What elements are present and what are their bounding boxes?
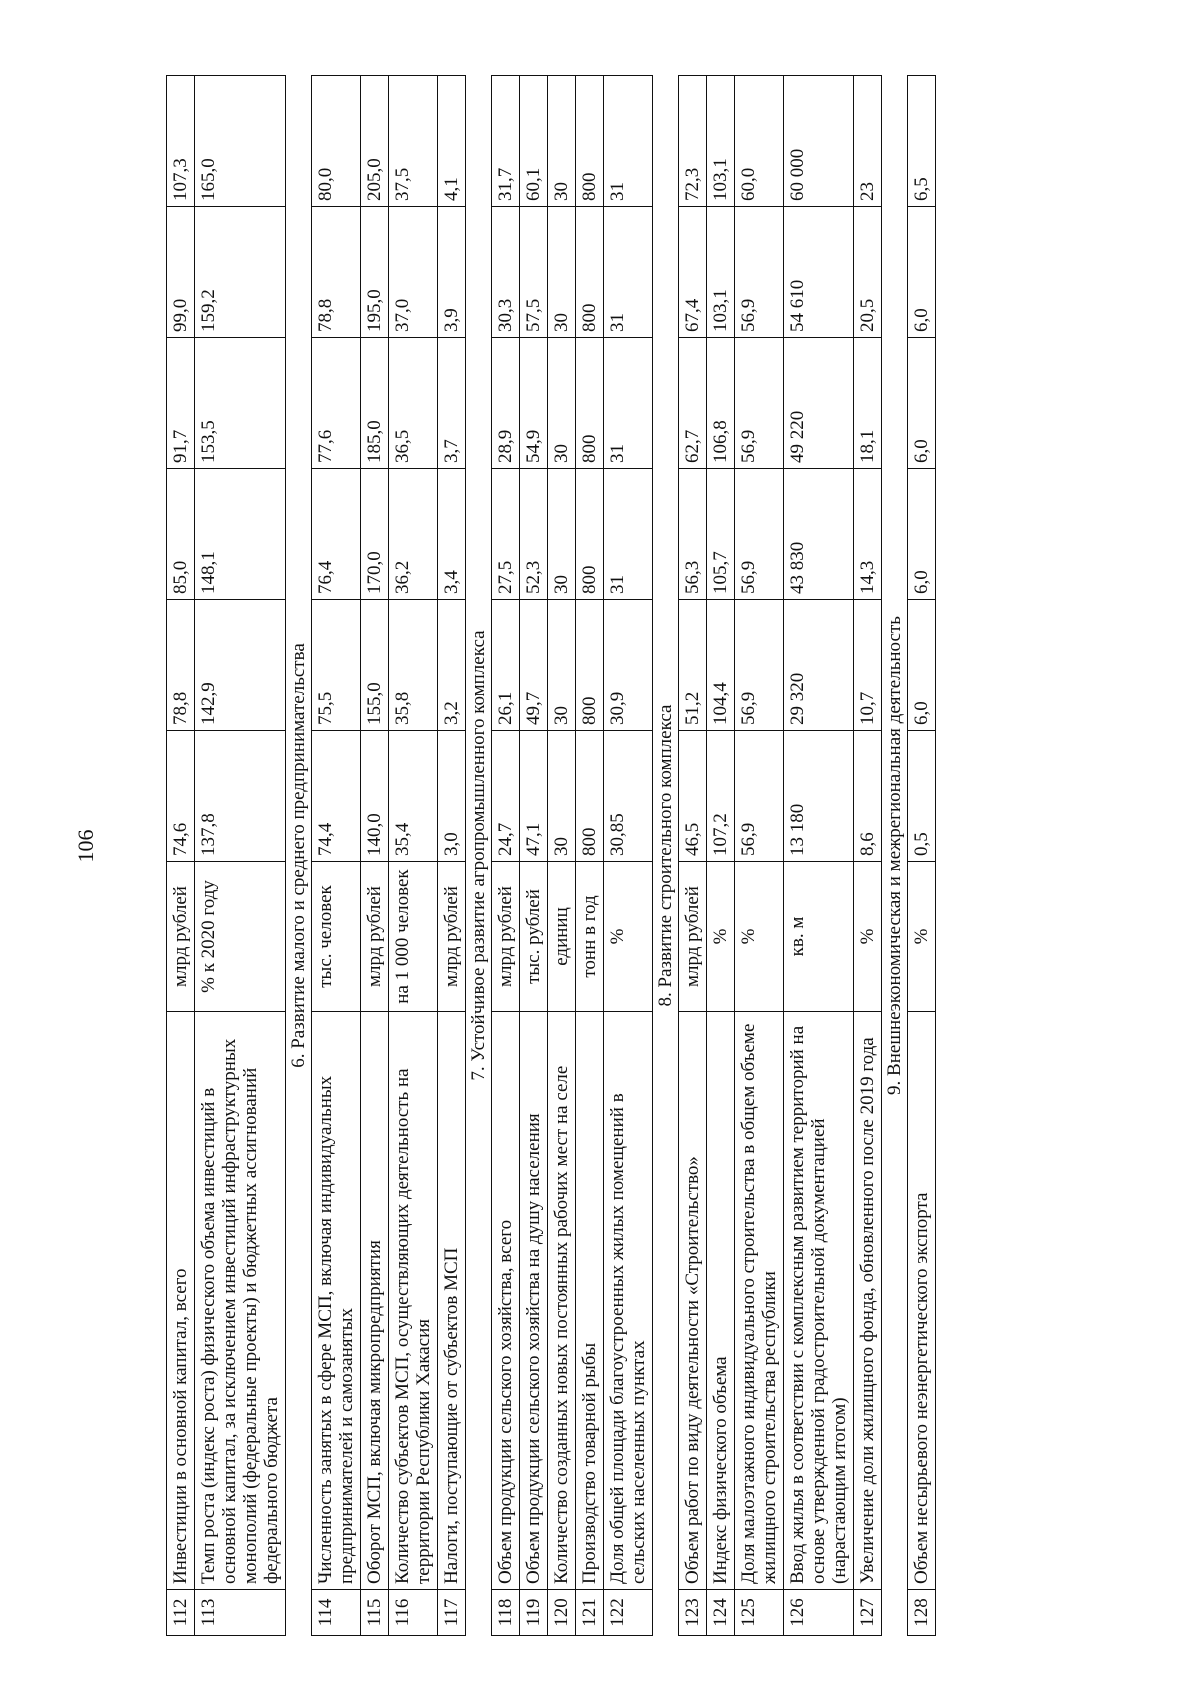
table-row	[679, 76, 707, 1636]
indicator-value: 10,7	[854, 600, 882, 731]
indicator-name: Численность занятых в сфере МСП, включая индивидуальных предпринимателей и самозанятых	[312, 1012, 361, 1590]
indicator-value: 56,9	[735, 207, 784, 338]
section-header-row	[286, 76, 312, 1636]
indicator-value: 3,2	[438, 600, 466, 731]
indicator-name: Количество созданных новых постоянных рабочих мест на селе	[548, 1012, 576, 1590]
indicator-value: 27,5	[492, 469, 520, 600]
unit-of-measure: %	[908, 862, 936, 1012]
indicator-value: 37,0	[389, 207, 438, 338]
row-number: 124	[707, 1590, 735, 1636]
indicator-value: 205,0	[361, 76, 389, 207]
indicator-value: 3,9	[438, 207, 466, 338]
indicator-value: 30,9	[604, 600, 653, 731]
table-row	[707, 76, 735, 1636]
indicator-value: 28,9	[492, 338, 520, 469]
table-row	[908, 76, 936, 1636]
row-number: 122	[604, 1590, 653, 1636]
unit-of-measure: млрд рублей	[492, 862, 520, 1012]
table-row	[361, 76, 389, 1636]
unit-of-measure: млрд рублей	[361, 862, 389, 1012]
indicator-value: 159,2	[195, 207, 286, 338]
indicator-name: Объем продукции сельского хозяйства, всего	[492, 1012, 520, 1590]
indicator-value: 13 180	[784, 731, 854, 862]
indicator-value: 47,1	[520, 731, 548, 862]
unit-of-measure: % к 2020 году	[195, 862, 286, 1012]
indicator-value: 74,4	[312, 731, 361, 862]
indicator-value: 30	[548, 207, 576, 338]
table-row	[167, 76, 195, 1636]
table-row	[735, 76, 784, 1636]
indicator-value: 105,7	[707, 469, 735, 600]
indicator-name: Количество субъектов МСП, осуществляющих деятельность на территории Республики Хакасия	[389, 1012, 438, 1590]
unit-of-measure: кв. м	[784, 862, 854, 1012]
indicators-table	[166, 75, 936, 1636]
row-number: 115	[361, 1590, 389, 1636]
indicator-value: 3,0	[438, 731, 466, 862]
indicator-value: 14,3	[854, 469, 882, 600]
indicator-value: 185,0	[361, 338, 389, 469]
section-title: 7. Устойчивое развитие агропромышленного комплекса	[466, 76, 492, 1636]
row-number: 126	[784, 1590, 854, 1636]
rotated-table-container	[166, 76, 1086, 1636]
indicator-value: 78,8	[167, 600, 195, 731]
indicator-value: 26,1	[492, 600, 520, 731]
indicator-value: 77,6	[312, 338, 361, 469]
indicator-value: 91,7	[167, 338, 195, 469]
indicator-value: 104,4	[707, 600, 735, 731]
indicator-value: 46,5	[679, 731, 707, 862]
indicator-name: Ввод жилья в соответствии с комплексным развитием территорий на основе утвержденной градостроительной документацией (нарастающим итогом)	[784, 1012, 854, 1590]
row-number: 114	[312, 1590, 361, 1636]
indicator-value: 0,5	[908, 731, 936, 862]
unit-of-measure: единиц	[548, 862, 576, 1012]
indicator-value: 99,0	[167, 207, 195, 338]
indicator-value: 76,4	[312, 469, 361, 600]
indicator-value: 20,5	[854, 207, 882, 338]
indicator-value: 6,0	[908, 338, 936, 469]
indicator-value: 165,0	[195, 76, 286, 207]
indicator-value: 18,1	[854, 338, 882, 469]
indicator-value: 56,9	[735, 731, 784, 862]
table-row	[195, 76, 286, 1636]
row-number: 125	[735, 1590, 784, 1636]
indicator-value: 195,0	[361, 207, 389, 338]
indicator-name: Инвестиции в основной капитал, всего	[167, 1012, 195, 1590]
row-number: 123	[679, 1590, 707, 1636]
indicator-value: 36,2	[389, 469, 438, 600]
indicator-value: 30	[548, 338, 576, 469]
section-header-row	[882, 76, 908, 1636]
indicator-value: 137,8	[195, 731, 286, 862]
row-number: 128	[908, 1590, 936, 1636]
table-row	[492, 76, 520, 1636]
indicator-value: 74,6	[167, 731, 195, 862]
indicator-value: 106,8	[707, 338, 735, 469]
table-row	[604, 76, 653, 1636]
indicator-value: 103,1	[707, 207, 735, 338]
indicator-value: 107,3	[167, 76, 195, 207]
unit-of-measure: %	[854, 862, 882, 1012]
indicator-value: 6,0	[908, 600, 936, 731]
indicator-value: 72,3	[679, 76, 707, 207]
table-row	[389, 76, 438, 1636]
indicator-value: 85,0	[167, 469, 195, 600]
table-row	[784, 76, 854, 1636]
indicator-value: 153,5	[195, 338, 286, 469]
indicator-value: 57,5	[520, 207, 548, 338]
indicator-value: 31	[604, 469, 653, 600]
unit-of-measure: %	[735, 862, 784, 1012]
indicator-value: 6,5	[908, 76, 936, 207]
indicator-value: 78,8	[312, 207, 361, 338]
indicator-value: 54,9	[520, 338, 548, 469]
indicator-value: 31	[604, 76, 653, 207]
section-title: 9. Внешнеэкономическая и межрегиональная деятельность	[882, 76, 908, 1636]
indicator-value: 800	[576, 469, 604, 600]
indicator-value: 67,4	[679, 207, 707, 338]
unit-of-measure: тыс. рублей	[520, 862, 548, 1012]
indicator-value: 51,2	[679, 600, 707, 731]
table-row	[854, 76, 882, 1636]
row-number: 120	[548, 1590, 576, 1636]
indicator-value: 142,9	[195, 600, 286, 731]
indicator-value: 49,7	[520, 600, 548, 731]
indicator-name: Увеличение доли жилищного фонда, обновленного после 2019 года	[854, 1012, 882, 1590]
indicator-value: 31	[604, 207, 653, 338]
indicator-value: 29 320	[784, 600, 854, 731]
indicator-value: 35,8	[389, 600, 438, 731]
indicator-value: 155,0	[361, 600, 389, 731]
indicator-value: 56,9	[735, 469, 784, 600]
row-number: 113	[195, 1590, 286, 1636]
indicator-value: 6,0	[908, 469, 936, 600]
indicator-value: 800	[576, 731, 604, 862]
indicator-value: 23	[854, 76, 882, 207]
section-title: 6. Развитие малого и среднего предпринимательства	[286, 76, 312, 1636]
indicator-value: 30	[548, 600, 576, 731]
indicator-name: Налоги, поступающие от субъектов МСП	[438, 1012, 466, 1590]
indicator-value: 60,0	[735, 76, 784, 207]
table-row	[548, 76, 576, 1636]
indicator-value: 56,9	[735, 600, 784, 731]
section-title: 8. Развитие строительного комплекса	[653, 76, 679, 1636]
indicator-value: 30	[548, 76, 576, 207]
indicator-value: 43 830	[784, 469, 854, 600]
indicator-value: 6,0	[908, 207, 936, 338]
indicator-value: 3,7	[438, 338, 466, 469]
indicator-value: 60 000	[784, 76, 854, 207]
indicator-value: 170,0	[361, 469, 389, 600]
indicator-value: 30,85	[604, 731, 653, 862]
indicator-value: 35,4	[389, 731, 438, 862]
indicator-value: 103,1	[707, 76, 735, 207]
indicator-value: 30	[548, 731, 576, 862]
indicator-value: 80,0	[312, 76, 361, 207]
indicator-value: 52,3	[520, 469, 548, 600]
section-header-row	[466, 76, 492, 1636]
row-number: 127	[854, 1590, 882, 1636]
indicator-value: 107,2	[707, 731, 735, 862]
unit-of-measure: %	[707, 862, 735, 1012]
indicator-name: Объем несырьевого неэнергетического экспорта	[908, 1012, 936, 1590]
row-number: 118	[492, 1590, 520, 1636]
indicator-value: 49 220	[784, 338, 854, 469]
table-row	[438, 76, 466, 1636]
indicator-value: 56,9	[735, 338, 784, 469]
indicator-value: 56,3	[679, 469, 707, 600]
table-row	[576, 76, 604, 1636]
section-header-row	[653, 76, 679, 1636]
indicator-name: Индекс физического объема	[707, 1012, 735, 1590]
unit-of-measure: на 1 000 человек	[389, 862, 438, 1012]
indicator-value: 30	[548, 469, 576, 600]
row-number: 117	[438, 1590, 466, 1636]
indicator-value: 800	[576, 76, 604, 207]
indicator-value: 800	[576, 600, 604, 731]
row-number: 121	[576, 1590, 604, 1636]
page-number: 106	[73, 829, 98, 863]
table-row	[312, 76, 361, 1636]
row-number: 116	[389, 1590, 438, 1636]
indicator-name: Доля малоэтажного индивидуального строительства в общем объеме жилищного строительства республики	[735, 1012, 784, 1590]
unit-of-measure: тонн в год	[576, 862, 604, 1012]
indicator-value: 4,1	[438, 76, 466, 207]
indicator-value: 24,7	[492, 731, 520, 862]
indicator-value: 54 610	[784, 207, 854, 338]
table-row	[520, 76, 548, 1636]
indicator-name: Доля общей площади благоустроенных жилых помещений в сельских населенных пунктах	[604, 1012, 653, 1590]
indicator-value: 31,7	[492, 76, 520, 207]
row-number: 119	[520, 1590, 548, 1636]
indicator-name: Производство товарной рыбы	[576, 1012, 604, 1590]
indicator-value: 148,1	[195, 469, 286, 600]
row-number: 112	[167, 1590, 195, 1636]
unit-of-measure: млрд рублей	[438, 862, 466, 1012]
indicator-value: 75,5	[312, 600, 361, 731]
indicator-value: 8,6	[854, 731, 882, 862]
indicator-name: Темп роста (индекс роста) физического объема инвестиций в основной капитал, за исключением инвестиций инфраструктурных монополий (федеральные проекты) и бюджетных ассигнований федерального бюджета	[195, 1012, 286, 1590]
indicator-value: 3,4	[438, 469, 466, 600]
indicator-value: 60,1	[520, 76, 548, 207]
indicator-value: 30,3	[492, 207, 520, 338]
indicator-value: 37,5	[389, 76, 438, 207]
unit-of-measure: тыс. человек	[312, 862, 361, 1012]
unit-of-measure: млрд рублей	[167, 862, 195, 1012]
indicator-name: Объем работ по виду деятельности «Строительство»	[679, 1012, 707, 1590]
indicator-value: 800	[576, 338, 604, 469]
indicator-value: 62,7	[679, 338, 707, 469]
indicator-name: Оборот МСП, включая микропредприятия	[361, 1012, 389, 1590]
indicator-value: 800	[576, 207, 604, 338]
unit-of-measure: млрд рублей	[679, 862, 707, 1012]
indicator-value: 140,0	[361, 731, 389, 862]
indicator-value: 31	[604, 338, 653, 469]
indicator-value: 36,5	[389, 338, 438, 469]
indicator-name: Объем продукции сельского хозяйства на душу населения	[520, 1012, 548, 1590]
unit-of-measure: %	[604, 862, 653, 1012]
